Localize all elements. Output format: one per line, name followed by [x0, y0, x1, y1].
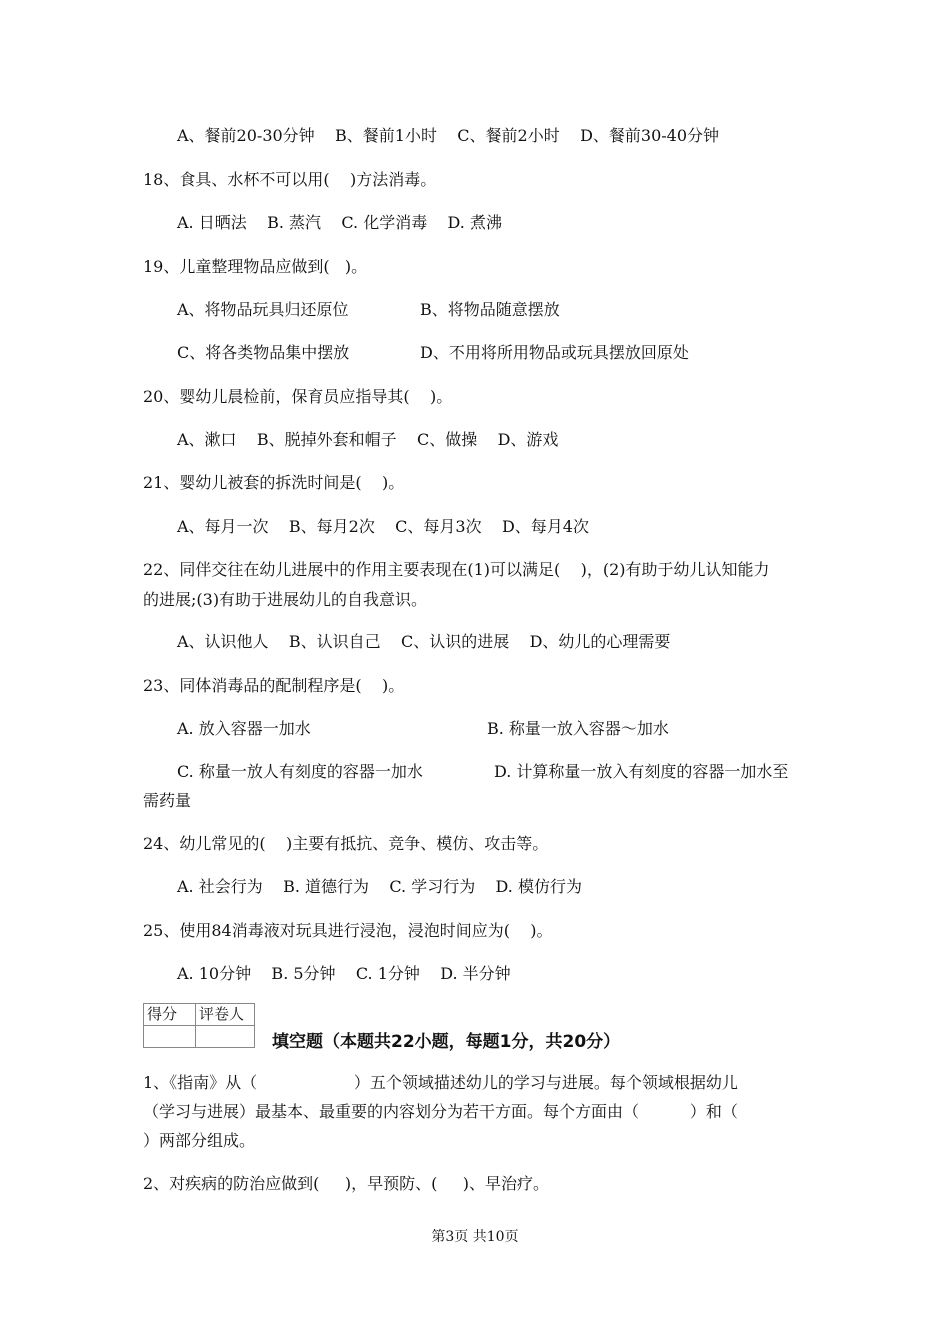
q25-options: A. 10分钟 B. 5分钟 C. 1分钟 D. 半分钟 [177, 964, 511, 983]
score-label: 得分 [144, 1004, 196, 1026]
fill1-line3: ）两部分组成。 [143, 1131, 256, 1150]
q23-option-a: A. 放入容器一加水 [177, 719, 311, 738]
q17-options: A、餐前20-30分钟 B、餐前1小时 C、餐前2小时 D、餐前30-40分钟 [177, 126, 720, 145]
q18-stem: 18、食具、水杯不可以用( )方法消毒。 [143, 170, 437, 189]
q24-stem: 24、幼儿常见的( )主要有抵抗、竞争、模仿、攻击等。 [143, 834, 549, 853]
grader-label: 评卷人 [196, 1004, 255, 1026]
fill1-line1: 1、《指南》从（ ）五个领域描述幼儿的学习与进展。每个领域根据幼儿 [143, 1073, 738, 1092]
q21-stem: 21、婴幼儿被套的拆洗时间是( )。 [143, 473, 405, 492]
page-footer: 第3页 共10页 [431, 1229, 519, 1245]
q23-option-d-cont: 需药量 [143, 791, 192, 810]
q25-stem: 25、使用84消毒液对玩具进行浸泡，浸泡时间应为( )。 [143, 921, 553, 940]
score-cell [144, 1026, 196, 1048]
q19-option-a: A、将物品玩具归还原位 [177, 300, 349, 319]
q20-stem: 20、婴幼儿晨检前，保育员应指导其( )。 [143, 387, 453, 406]
q19-stem: 19、儿童整理物品应做到( )。 [143, 257, 368, 276]
q24-options: A. 社会行为 B. 道德行为 C. 学习行为 D. 模仿行为 [177, 877, 582, 896]
q19-option-d: D、不用将所用物品或玩具摆放回原处 [420, 343, 689, 362]
q23-option-d: D. 计算称量一放入有刻度的容器一加水至 [494, 762, 789, 781]
fill2: 2、对疾病的防治应做到( )，早预防、( )、早治疗。 [143, 1174, 550, 1193]
q22-options: A、认识他人 B、认识自己 C、认识的进展 D、幼儿的心理需要 [177, 632, 671, 651]
q23-option-b: B. 称量一放入容器～加水 [487, 719, 669, 738]
q20-options: A、漱口 B、脱掉外套和帽子 C、做操 D、游戏 [177, 430, 559, 449]
grader-cell [196, 1026, 255, 1048]
q23-stem: 23、同体消毒品的配制程序是( )。 [143, 676, 405, 695]
q21-options: A、每月一次 B、每月2次 C、每月3次 D、每月4次 [177, 517, 589, 536]
score-box [143, 1003, 255, 1048]
q23-option-c: C. 称量一放人有刻度的容器一加水 [177, 762, 423, 781]
section-title: 填空题（本题共22小题，每题1分，共20分） [272, 1032, 621, 1052]
q19-option-b: B、将物品随意摆放 [420, 300, 560, 319]
fill1-line2: （学习与进展）最基本、最重要的内容划分为若干方面。每个方面由（ ）和（ [143, 1102, 738, 1121]
q22-stem-line1: 22、同伴交往在幼儿进展中的作用主要表现在(1)可以满足( )，(2)有助于幼儿认知能力 [143, 560, 770, 579]
q19-option-c: C、将各类物品集中摆放 [177, 343, 350, 362]
q18-options: A. 日晒法 B. 蒸汽 C. 化学消毒 D. 煮沸 [177, 213, 502, 232]
q22-stem-line2: 的进展;(3)有助于进展幼儿的自我意识。 [143, 590, 428, 609]
